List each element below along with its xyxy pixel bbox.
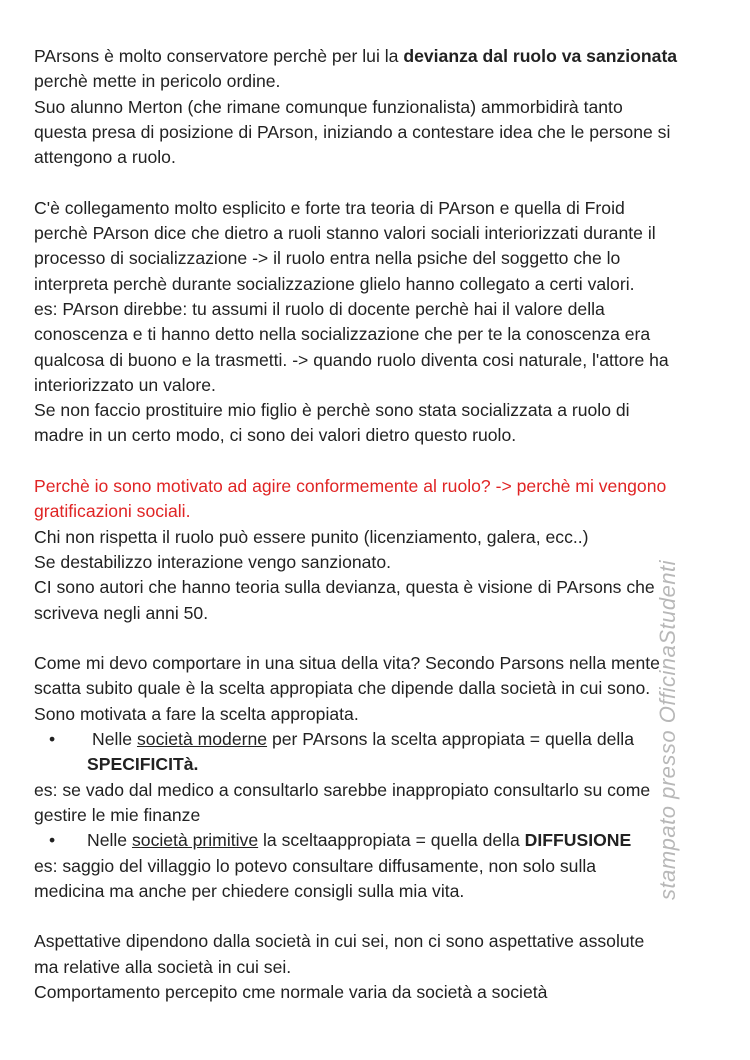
text-line: scatta subito quale è la scelta appropiata che dipende dalla società in cui sono. [34,678,651,699]
paragraph-expectations [34,929,724,1005]
text-line: qualcosa di buono e la trasmetti. -> quando ruolo diventa cosi naturale, l'attore ha [34,349,669,370]
text-line: questa presa di posizione di PArson, iniziando a contestare idea che le persone si [34,121,671,142]
text-line: scriveva negli anni 50. [34,602,209,623]
text-line: processo di socializzazione -> il ruolo entra nella psiche del soggetto che lo [34,248,621,269]
text-line: Se non faccio prostituire mio figlio è perchè sono stata socializzata a ruolo di [34,400,630,421]
text-line: interiorizzato un valore. [34,374,216,395]
text-line: ma relative alla società in cui sei. [34,956,292,977]
bullet-item-modern-society [34,727,724,778]
bullet-continuation [34,752,724,777]
text-line: Chi non rispetta il ruolo può essere punito (licenziamento, galera, ecc..) [34,526,589,547]
text-line: Comportamento percepito cme normale varia da società a società [34,981,548,1002]
paragraph-appropriate-choice [34,651,724,904]
bullet-text [34,727,724,752]
text-line: perchè PArson dice che dietro a ruoli stanno valori sociali interiorizzati durante il [34,223,656,244]
paragraph-gap [34,449,724,474]
text-line: medicina ma anche per chiedere consigli sulla mia vita. [34,880,465,901]
underlined-phrase: società moderne [136,729,268,750]
paragraph-gap [34,626,724,651]
bullet-dot: • [49,830,56,851]
text-line: interpreta perchè durante socializzazione glielo hanno collegato a certi valori. [34,273,635,294]
text-run: per PArsons la scelta appropiata = quella della [267,729,634,750]
text-run: Nelle [92,729,137,750]
text-line: C'è collegamento molto esplicito e forte tra teoria di PArson e quella di Froid [34,197,625,218]
highlighted-question-line: gratificazioni sociali. [34,501,191,522]
text-line: perchè mette in pericolo ordine. [34,71,281,92]
text-line: Come mi devo comportare in una situa della vita? Secondo Parsons nella mente [34,653,660,674]
text-line: Se destabilizzo interazione vengo sanzionato. [34,551,391,572]
text-line: es: PArson direbbe: tu assumi il ruolo di docente perchè hai il valore della [34,298,605,319]
text-line: conoscenza e ti hanno detto nella socializzazione che per te la conoscenza era [34,324,651,345]
print-watermark: stampato presso OfficinaStudenti [655,559,680,900]
text-line: madre in un certo modo, ci sono dei valori dietro questo ruolo. [34,425,517,446]
bullet-item-primitive-society [34,828,724,853]
bold-phrase: SPECIFICITà. [87,754,199,775]
text-run: la sceltaappropiata = quella della [258,830,525,851]
text-line: es: se vado dal medico a consultarlo sarebbe inappropiato consultarlo su come [34,779,651,800]
text-run: Nelle [87,830,132,851]
text-line: es: saggio del villaggio lo potevo consultare diffusamente, non solo sulla [34,855,597,876]
text-run: PArsons è molto conservatore perchè per lui la [34,46,404,66]
document-page [34,44,724,1005]
text-line: CI sono autori che hanno teoria sulla devianza, questa è visione di PArsons che [34,577,655,598]
text-line: attengono a ruolo. [34,147,176,168]
text-line: gestire le mie finanze [34,804,201,825]
text-line: Aspettative dipendono dalla società in cui sei, non ci sono aspettative assolute [34,931,645,952]
bullet-dot: • [49,729,56,750]
bullet-text [34,828,724,853]
paragraph-gap [34,904,724,929]
paragraph-parsons-conservative [34,44,724,170]
underlined-phrase: società primitive [131,830,259,851]
paragraph-gap [34,170,724,195]
text-line: Sono motivata a fare la scelta appropiata. [34,703,359,724]
bold-phrase: DIFFUSIONE [524,830,632,851]
text-line [34,44,724,69]
paragraph-parson-froid [34,196,724,449]
paragraph-motivation [34,474,724,626]
bold-phrase: devianza dal ruolo va sanzionata [403,46,678,66]
text-line: Suo alunno Merton (che rimane comunque funzionalista) ammorbidirà tanto [34,96,623,117]
highlighted-question-line: Perchè io sono motivato ad agire conformemente al ruolo? -> perchè mi vengono [34,476,667,497]
